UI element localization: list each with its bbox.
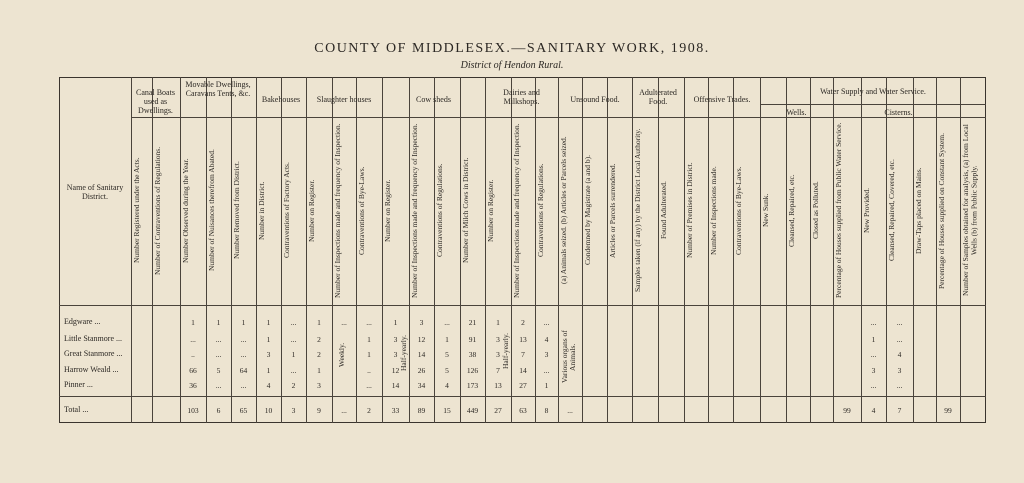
column-header: Number in District. (257, 181, 266, 240)
column-header: Cleansed, Repaired, etc. (787, 174, 796, 247)
column-header: Condemned by Magistrate (a and b). (583, 155, 592, 266)
total-cell: 7 (897, 406, 902, 415)
total-cell: ... (341, 406, 347, 415)
table-cell: ... (444, 318, 450, 327)
table-cell: 1 (445, 335, 449, 344)
group-header-rule (131, 117, 986, 118)
total-cell: 99 (843, 406, 851, 415)
total-label: Total ... (64, 405, 89, 414)
column-header: Number on Register. (383, 179, 392, 242)
column-header: Number of Premises in District. (685, 162, 694, 259)
table-cell: 1 (317, 366, 321, 375)
column-header: Number Removed from District. (232, 161, 241, 260)
table-cell: 91 (468, 335, 477, 344)
table-cell: 126 (466, 366, 479, 375)
column-header: New Sunk. (761, 193, 770, 228)
table-cell: 1 (266, 366, 271, 375)
table-cell: 14 (417, 350, 426, 359)
column-header: Number of Nuisances therefrom Abated. (207, 149, 216, 272)
column-rule (810, 77, 811, 423)
table-cell: .. (367, 366, 371, 375)
column-header: Number of Contraventions of Regulations. (153, 146, 162, 275)
table-cell: 3 (266, 350, 271, 359)
page-title: COUNTY OF MIDDLESEX.—SANITARY WORK, 1908. (314, 41, 710, 56)
column-header: Draw-Taps placed on Mains. (914, 167, 923, 254)
column-header: Contraventions of Bye-Laws. (734, 166, 743, 255)
table-cell: 12 (417, 335, 426, 344)
table-cell: 27 (519, 381, 527, 390)
table-cell: 3 (897, 366, 902, 375)
column-header: Number of Inspections made and frequency of Inspection. (512, 123, 521, 298)
table-cell: ... (543, 366, 550, 375)
group-title: Movable Dwellings, Caravans Tents, &c. (185, 80, 251, 98)
total-cell: 103 (187, 406, 199, 415)
table-cell: ... (215, 350, 222, 359)
table-cell: 1 (317, 318, 321, 327)
group-title: Unsound Food. (570, 95, 620, 104)
table-cell: 3 (393, 335, 398, 344)
table-cell: ... (215, 381, 222, 390)
table-cell: 7 (496, 366, 500, 375)
table-cell: ... (870, 318, 877, 327)
table-cell: 4 (266, 381, 271, 390)
column-header: Number of Milch Cows in District. (461, 157, 470, 264)
row-name: Harrow Weald ... (64, 365, 119, 374)
table-cell: ... (240, 335, 247, 344)
table-cell: 13 (519, 335, 527, 344)
column-header: Closed as Polluted. (811, 181, 820, 240)
table-cell: 3 (871, 366, 876, 375)
total-cell: 33 (391, 406, 400, 415)
name-header-label: Name of Sanitary District. (66, 183, 124, 201)
table-cell: 1 (544, 381, 549, 390)
total-cell: 65 (239, 406, 248, 415)
table-cell: 13 (494, 381, 502, 390)
table-cell: 4 (445, 381, 449, 390)
total-cell: 27 (494, 406, 502, 415)
table-cell: .. (191, 350, 195, 359)
column-header: Contraventions of Regulations. (536, 163, 545, 258)
column-rule (658, 77, 659, 423)
table-cell: 34 (417, 381, 426, 390)
total-cell: 63 (519, 406, 527, 415)
column-rule (760, 77, 761, 423)
table-cell: 3 (544, 350, 549, 359)
table-cell: 1 (241, 318, 246, 327)
column-header: Cleansed, Repaired, Covered, etc. (887, 159, 896, 262)
table-cell: 38 (468, 350, 477, 359)
column-header: Number Registered under the Acts. (132, 157, 141, 264)
total-cell: 6 (216, 406, 221, 415)
table-cell: 2 (317, 350, 321, 359)
row-name: Little Stanmore ... (64, 334, 122, 343)
table-cell: 1 (393, 318, 398, 327)
column-header: Contraventions of Bye-Laws. (357, 166, 366, 255)
column-rule (786, 77, 787, 423)
column-header: New Provided. (862, 188, 871, 233)
group-title-wells: Wells. (786, 108, 807, 117)
row-name: Pinner ... (64, 380, 93, 389)
table-cell: 3 (496, 335, 500, 344)
column-header: (a) Animals seized. (b) Articles or Parcels seized. (559, 136, 568, 285)
merged-note-slaughter: Weekly. (337, 342, 346, 368)
merged-note-dairy: Half-yearly. (501, 333, 510, 369)
column-header: Number of Samples obtained for analysis, (a) from Local Wells (b) from Public Supply. (961, 124, 979, 297)
table-cell: 1 (216, 318, 221, 327)
total-cell: 9 (317, 406, 321, 415)
total-cell: 4 (871, 406, 876, 415)
table-cell: 12 (391, 366, 400, 375)
table-cell: 173 (466, 381, 479, 390)
table-cell: 3 (393, 350, 398, 359)
row-name: Edgware ... (64, 317, 101, 326)
table-cell: 4 (544, 335, 549, 344)
table-cell: 7 (521, 350, 525, 359)
table-cell: 1 (266, 318, 271, 327)
table-cell: 5 (445, 366, 449, 375)
table-cell: ... (240, 350, 247, 359)
column-header: Number of Inspections made. (709, 166, 718, 255)
table-cell: 4 (897, 350, 902, 359)
column-header: Contraventions of Factory Acts. (282, 162, 291, 259)
group-title-cisterns: Cisterns. (884, 108, 913, 117)
table-cell: 3 (419, 318, 424, 327)
table-cell: 5 (445, 350, 449, 359)
table-cell: ... (190, 335, 196, 344)
table-cell: ... (366, 318, 372, 327)
table-cell: 64 (239, 366, 248, 375)
table-cell: ... (896, 318, 903, 327)
table-cell: 1 (367, 350, 371, 359)
column-header: Percentage of Houses supplied from Public Water Service. (834, 122, 843, 299)
table-cell: 36 (189, 381, 197, 390)
table-cell: 2 (291, 381, 296, 390)
merged-note-animals: Various organs of Animals. (560, 330, 577, 384)
table-cell: 14 (391, 381, 400, 390)
table-cell: ... (240, 381, 247, 390)
table-cell: 66 (189, 366, 197, 375)
table-cell: ... (290, 366, 297, 375)
table-cell: ... (215, 335, 222, 344)
column-header: Percentage of Houses supplied on Constant System. (937, 132, 946, 289)
table-cell: 2 (317, 335, 321, 344)
column-header: Found Adulterated. (659, 181, 668, 240)
row-name: Great Stanmore ... (64, 349, 123, 358)
table-cell: 3 (496, 350, 500, 359)
table-cell: ... (366, 381, 372, 390)
table-cell: 2 (521, 318, 525, 327)
table-cell: 3 (317, 381, 321, 390)
total-cell: ... (567, 406, 573, 415)
group-title: Water Supply and Water Service. (820, 87, 926, 96)
column-header: Number on Register. (486, 179, 495, 242)
column-header: Number on Register. (307, 179, 316, 242)
table-cell: 1 (291, 350, 296, 359)
column-header: Articles or Parcels surrendered. (608, 163, 617, 258)
table-cell: ... (341, 318, 347, 327)
table-cell: ... (896, 381, 903, 390)
total-cell: 99 (944, 406, 952, 415)
table-cell: ... (290, 318, 297, 327)
table-cell: 1 (496, 318, 500, 327)
total-cell: 2 (367, 406, 371, 415)
column-header: Number of Inspections made and frequency of Inspection. (333, 123, 342, 298)
total-cell: 15 (443, 406, 451, 415)
page-subtitle: District of Hendon Rural. (460, 60, 564, 71)
total-cell: 10 (264, 406, 273, 415)
column-header: Number of Inspections made and frequency of Inspection. (410, 123, 419, 298)
column-header: Contraventions of Regulations. (435, 163, 444, 258)
group-title: Slaughter houses (316, 95, 372, 104)
table-cell: 5 (216, 366, 221, 375)
merged-note-cowshed: Half-yearly. (399, 335, 408, 371)
table-cell: 1 (191, 318, 195, 327)
column-header: Samples taken (if any) by the District Local Authority. (633, 128, 642, 293)
group-title: Bakehouses (261, 95, 301, 104)
table-cell: 21 (468, 318, 477, 327)
header-bottom-rule (59, 305, 986, 306)
table-cell: 26 (417, 366, 426, 375)
group-title: Dairies and Milkshops. (503, 88, 540, 106)
table-cell: ... (896, 335, 903, 344)
total-cell: 8 (544, 406, 549, 415)
group-title: Adulterated Food. (639, 88, 677, 106)
table-cell: ... (870, 381, 877, 390)
total-cell: 449 (466, 406, 479, 415)
group-title: Canal Boats used as Dwellings. (136, 88, 175, 115)
table-cell: 1 (871, 335, 876, 344)
table-cell: ... (290, 335, 297, 344)
total-cell: 89 (417, 406, 426, 415)
total-cell: 3 (291, 406, 296, 415)
total-rule (59, 396, 986, 397)
column-header: Number Observed during the Year. (181, 158, 190, 263)
subgroup-header-rule (760, 104, 986, 105)
table-cell: ... (543, 318, 550, 327)
table-cell: ... (870, 350, 877, 359)
table-cell: 14 (519, 366, 527, 375)
table-cell: 1 (266, 335, 271, 344)
group-title: Cow sheds (416, 95, 451, 104)
group-title: Offensive Trades. (693, 95, 751, 104)
table-cell: 1 (367, 335, 371, 344)
